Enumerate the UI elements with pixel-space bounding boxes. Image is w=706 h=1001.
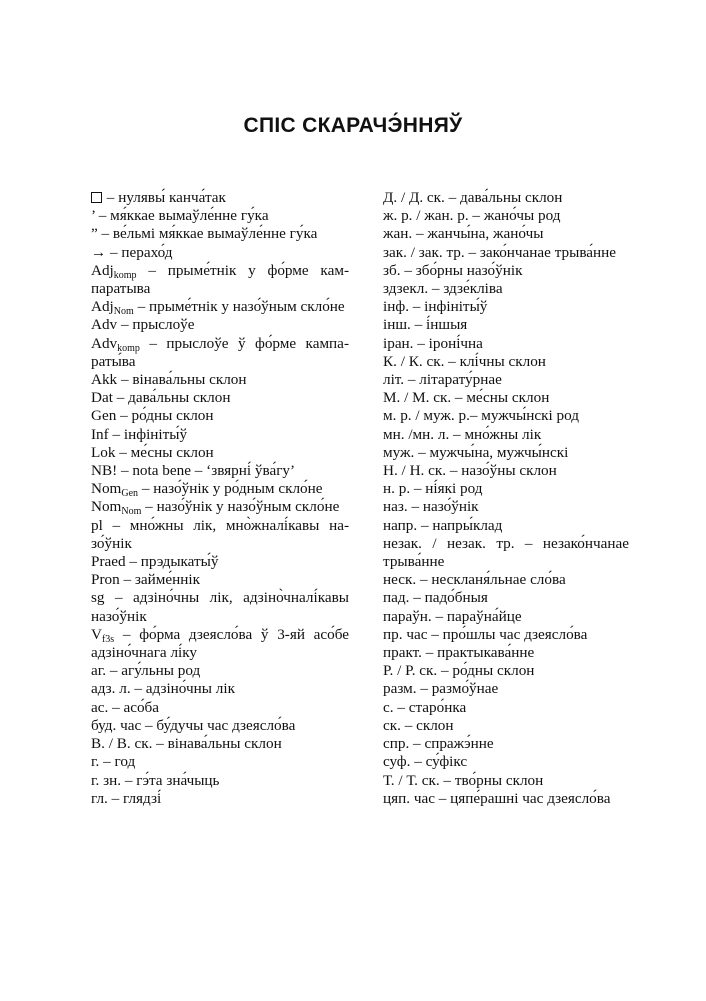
abbreviation-entry — [91, 772, 349, 790]
abbreviation-text: практ. – практыкава́нне — [383, 644, 535, 662]
abbreviation-entry — [383, 644, 629, 662]
abbreviation-entry — [91, 444, 349, 462]
abbreviation-entry — [91, 480, 349, 498]
abbreviation-list-right — [383, 189, 629, 808]
abbreviation-text: pl – мно́жны лік, мно̀жналі́кавы назо́ўнік — [91, 516, 349, 552]
abbreviation-entry — [383, 498, 629, 516]
abbreviation-entry — [91, 462, 349, 480]
abbreviation-text: наз. – назо́ўнік — [383, 498, 479, 516]
abbreviation-entry — [383, 626, 629, 644]
abbreviation-entry — [383, 189, 629, 207]
abbreviation-text: Н. / Н. ск. – назо́ўны склон — [383, 462, 557, 480]
abbreviation-text: разм. – размо́ўнае — [383, 680, 499, 698]
abbreviation-entry — [383, 608, 629, 626]
abbreviation-text: адз. л. – адзіно́чны лік — [91, 680, 235, 698]
abbreviation-entry — [91, 662, 349, 680]
abbreviation-subscript: Nom — [121, 506, 142, 518]
abbreviation-text: неск. – нескланя́льнае сло́ва — [383, 571, 566, 589]
abbreviation-definition: – прыслоўе ў фо́рме кампараты́ва — [91, 334, 349, 370]
abbreviation-entry — [91, 407, 349, 425]
abbreviation-entry — [91, 207, 349, 225]
abbreviation-text: Lok – ме́сны склон — [91, 443, 214, 461]
abbreviation-entry — [383, 680, 629, 698]
abbreviation-text: В. / В. ск. – вінава́льны склон — [91, 735, 282, 753]
abbreviation-entry — [383, 571, 629, 589]
abbreviation-entry — [383, 225, 629, 243]
abbreviation-text: спр. – спражэ́нне — [383, 735, 494, 753]
abbreviation-term: V — [91, 625, 102, 643]
abbreviation-definition: – назо́ўнік у назо́ўным скло́не — [141, 498, 340, 516]
abbreviation-text: аг. – агу́льны род — [91, 662, 201, 680]
abbreviation-entry — [91, 335, 349, 371]
abbreviation-term: Adj — [91, 261, 114, 279]
abbreviation-text: пад. – падо́бныя — [383, 589, 488, 607]
abbreviation-definition: – фо́рма дзеясло́ва ў 3-яй асо́бе адзіно́чнага лі́ку — [91, 625, 349, 662]
abbreviation-entry — [91, 589, 349, 625]
abbreviation-subscript: Gen — [121, 488, 139, 500]
abbreviation-text: інф. – інфініты́ў — [383, 298, 488, 316]
abbreviation-text: Akk – вінава́льны склон — [91, 371, 247, 389]
abbreviation-text: г. – год — [91, 753, 136, 771]
abbreviation-entry — [383, 535, 629, 571]
abbreviation-text: Gen – ро́дны склон — [91, 407, 214, 425]
abbreviation-subscript: komp — [117, 342, 140, 354]
abbreviation-entry — [383, 480, 629, 498]
abbreviation-text: напр. – напры́клад — [383, 516, 503, 534]
abbreviation-text: гл. – глядзі́ — [91, 789, 162, 807]
abbreviation-text: зак. / зак. тр. – зако́нчанае трыва́нне — [383, 243, 617, 261]
abbreviation-text: суф. – су́фікс — [383, 753, 468, 771]
abbreviation-text: зб. – збо́рны назо́ўнік — [383, 261, 523, 279]
abbreviation-text: жан. – жанчы́на, жано́чы — [383, 225, 544, 243]
abbreviation-text: Inf – інфініты́ў — [91, 425, 188, 443]
abbreviation-term: Nom — [91, 480, 122, 498]
abbreviation-entry — [383, 790, 629, 808]
abbreviation-entry — [383, 407, 629, 425]
abbreviation-text: ” – ве́льмі мя́ккае вымаўле́нне гу́ка — [91, 225, 318, 243]
abbreviation-entry — [91, 225, 349, 243]
abbreviation-entry — [383, 426, 629, 444]
abbreviation-entry — [383, 389, 629, 407]
abbreviation-text: NB! – nota bene – ‘звярні́ ўва́гу’ — [91, 462, 296, 480]
abbreviation-text: літ. – літарату́рнае — [383, 371, 502, 389]
page-title: СПІС СКАРАЧЭ́ННЯЎ — [243, 114, 463, 137]
abbreviation-text: М. / М. ск. – ме́сны склон — [383, 389, 550, 407]
abbreviation-text: Т. / Т. ск. – тво́рны склон — [383, 771, 544, 789]
abbreviation-entry — [91, 426, 349, 444]
abbreviation-term: Nom — [91, 498, 122, 516]
abbreviation-entry — [383, 589, 629, 607]
abbreviation-text: мн. /мн. л. – мно́жны лік — [383, 425, 542, 443]
abbreviation-text: муж. – мужчы́на, мужчы́нскі — [383, 443, 569, 461]
abbreviation-text: Р. / Р. ск. – ро́дны склон — [383, 662, 535, 680]
abbreviation-entry — [383, 662, 629, 680]
abbreviation-entry — [383, 316, 629, 334]
abbreviation-entry — [383, 298, 629, 316]
abbreviation-definition: – назо́ўнік у ро́дным скло́не — [138, 480, 323, 498]
abbreviation-text: інш. – і́ншыя — [383, 316, 468, 334]
abbreviation-entry — [91, 517, 349, 553]
abbreviation-text: Praed – прэдыкаты́ў — [91, 553, 219, 571]
abbreviation-entry — [383, 462, 629, 480]
abbreviation-entry — [91, 790, 349, 808]
abbreviation-subscript: f3s — [101, 633, 115, 645]
abbreviation-entry — [383, 699, 629, 717]
abbreviation-text: Adv – прыслоўе — [91, 316, 195, 334]
abbreviation-text: sg – адзіно́чны лік, адзіно̀чналі́кавы назо́ўнік — [91, 589, 349, 625]
abbreviation-text: Dat – дава́льны склон — [91, 389, 231, 407]
abbreviation-entry — [383, 517, 629, 535]
abbreviation-entry — [383, 353, 629, 371]
abbreviation-text: Pron – займе́ннік — [91, 571, 200, 589]
abbreviation-entry — [91, 498, 349, 516]
abbreviation-definition: – прыме́тнік у фо́рме кампаратыва — [91, 261, 349, 298]
abbreviation-list-left — [91, 189, 349, 808]
abbreviation-text: цяп. час – цяпе́рашні час дзеясло́ва — [383, 789, 611, 807]
abbreviation-entry — [383, 444, 629, 462]
abbreviation-subscript: komp — [113, 269, 137, 281]
abbreviation-text: м. р. / муж. р.– мужчы́нскі род — [383, 407, 579, 425]
abbreviation-entry — [91, 298, 349, 316]
abbreviation-text: с. – старо́нка — [383, 698, 467, 716]
abbreviation-entry — [91, 571, 349, 589]
abbreviation-entry — [91, 680, 349, 698]
abbreviation-text: н. р. – ні́які род — [383, 480, 483, 498]
abbreviation-entry — [383, 335, 629, 353]
abbreviation-text: Д. / Д. ск. – дава́льны склон — [383, 189, 563, 206]
abbreviation-text: ас. – асо́ба — [91, 698, 160, 716]
abbreviation-text: буд. час – бу́дучы час дзеясло́ва — [91, 716, 296, 734]
abbreviation-text: К. / К. ск. – клі́чны склон — [383, 352, 546, 370]
abbreviation-entry — [91, 189, 349, 207]
abbreviation-entry — [383, 371, 629, 389]
abbreviation-definition: – прыме́тнік у назо́ўным скло́не — [133, 298, 345, 316]
abbreviation-text: здзекл. – здзе́кліва — [383, 280, 503, 298]
abbreviation-text: → – перахо́д — [91, 243, 173, 261]
abbreviation-text: ж. р. / жан. р. – жано́чы род — [383, 207, 561, 225]
abbreviation-entry — [383, 207, 629, 225]
abbreviation-entry — [91, 717, 349, 735]
abbreviation-entry — [91, 389, 349, 407]
empty-square-icon — [91, 192, 102, 203]
abbreviation-entry — [383, 717, 629, 735]
abbreviation-text: параўн. – параўна́йце — [383, 607, 522, 625]
abbreviation-entry — [383, 262, 629, 280]
abbreviation-entry — [383, 735, 629, 753]
abbreviation-entry — [91, 699, 349, 717]
abbreviation-term: Adv — [91, 334, 118, 352]
abbreviation-term: Adj — [91, 298, 114, 316]
abbreviation-entry — [91, 371, 349, 389]
abbreviation-entry — [91, 262, 349, 298]
abbreviation-entry — [91, 316, 349, 334]
abbreviation-subscript: Nom — [113, 306, 134, 318]
abbreviation-entry — [91, 244, 349, 262]
abbreviation-text: іран. – іроні́чна — [383, 334, 483, 352]
abbreviation-entry — [91, 735, 349, 753]
abbreviation-entry — [383, 772, 629, 790]
abbreviation-entry — [91, 753, 349, 771]
abbreviation-entry — [383, 753, 629, 771]
abbreviation-text: ск. – склон — [383, 716, 454, 734]
abbreviation-entry — [91, 626, 349, 662]
abbreviation-entry — [383, 244, 629, 262]
abbreviation-text: незак. / незак. тр. – незако́нчанае трыва́нне — [383, 534, 629, 571]
abbreviation-text: ’ – мя́ккае вымаўле́нне гу́ка — [91, 207, 269, 225]
abbreviation-entry — [91, 553, 349, 571]
abbreviation-text: пр. час – про́шлы час дзеясло́ва — [383, 625, 588, 643]
abbreviation-entry — [383, 280, 629, 298]
abbreviation-definition: – нулявы́ канча́так — [103, 189, 226, 206]
abbreviation-text: г. зн. – гэ́та зна́чыць — [91, 771, 220, 789]
